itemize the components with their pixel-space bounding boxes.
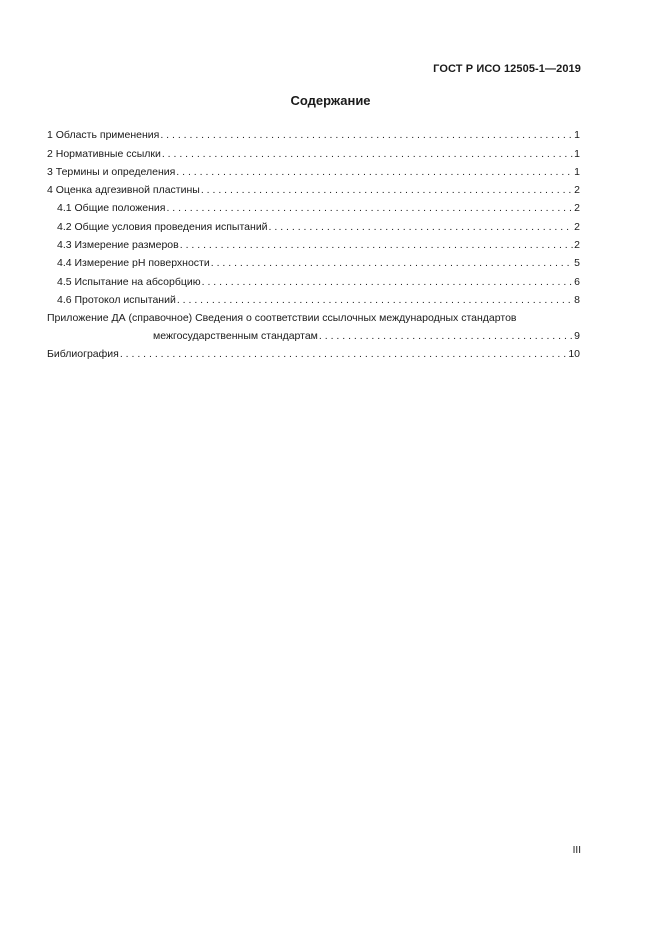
toc-entry[interactable] (47, 124, 580, 142)
toc-entry-page: 5 (574, 257, 580, 270)
toc-entry-page: 1 (574, 129, 580, 142)
toc-entry-page: 8 (574, 293, 580, 306)
toc-entry-page: 1 (574, 147, 580, 160)
toc-dot-leader (180, 239, 573, 252)
toc-entry-label: 4.3 Измерение размеров (57, 239, 179, 252)
toc-dot-leader (176, 166, 573, 179)
standard-code: ГОСТ Р ИСО 12505-1—2019 (433, 63, 581, 75)
toc-entry[interactable] (47, 179, 580, 197)
toc-entry-label: Библиография (47, 348, 119, 361)
toc-entry-label: 2 Нормативные ссылки (47, 147, 161, 160)
toc-entry[interactable] (47, 161, 580, 179)
table-of-contents (47, 124, 580, 361)
toc-entry-label: 4.1 Общие положения (57, 202, 166, 215)
toc-entry-page: 2 (574, 202, 580, 215)
toc-entry-page: 2 (574, 184, 580, 197)
toc-entry-page: 2 (574, 239, 580, 252)
toc-entry-label: 4 Оценка адгезивной пластины (47, 184, 200, 197)
toc-entry-label: 4.6 Протокол испытаний (57, 293, 176, 306)
toc-dot-leader (201, 184, 573, 197)
toc-dot-leader (177, 294, 573, 307)
toc-subentry[interactable] (47, 197, 580, 215)
toc-subentry[interactable] (47, 289, 580, 307)
toc-dot-leader (202, 276, 574, 289)
toc-entry-label: Приложение ДА (справочное) Сведения о соответствии ссылочных международных стандартов (47, 311, 517, 324)
toc-dot-leader (269, 221, 574, 234)
toc-subentry[interactable] (47, 270, 580, 288)
toc-entry-page: 9 (574, 329, 580, 342)
toc-entry[interactable] (47, 343, 580, 361)
page-number: III (572, 845, 581, 856)
toc-dot-leader (160, 129, 573, 142)
toc-entry-page: 2 (574, 220, 580, 233)
toc-dot-leader (162, 148, 573, 161)
toc-entry-continuation (47, 325, 580, 343)
toc-subentry[interactable] (47, 252, 580, 270)
toc-entry-label: 3 Термины и определения (47, 165, 176, 178)
toc-dot-leader (166, 202, 573, 215)
toc-entry-page: 10 (568, 348, 580, 361)
toc-entry-label: 1 Область применения (47, 129, 160, 142)
toc-subentry[interactable] (47, 234, 580, 252)
toc-entry-label-continuation: межгосударственным стандартам (153, 329, 318, 342)
toc-dot-leader (120, 348, 567, 361)
toc-entry-page: 1 (574, 165, 580, 178)
toc-title: Содержание (290, 93, 371, 108)
toc-subentry[interactable] (47, 215, 580, 233)
toc-dot-leader (319, 330, 573, 343)
toc-entry-label: 4.5 Испытание на абсорбцию (57, 275, 201, 288)
toc-entry-label: 4.4 Измерение pH поверхности (57, 257, 210, 270)
toc-entry-page: 6 (574, 275, 580, 288)
toc-entry-label: 4.2 Общие условия проведения испытаний (57, 220, 268, 233)
toc-entry[interactable] (47, 142, 580, 160)
toc-dot-leader (211, 257, 573, 270)
toc-entry-appendix[interactable] (47, 307, 580, 343)
